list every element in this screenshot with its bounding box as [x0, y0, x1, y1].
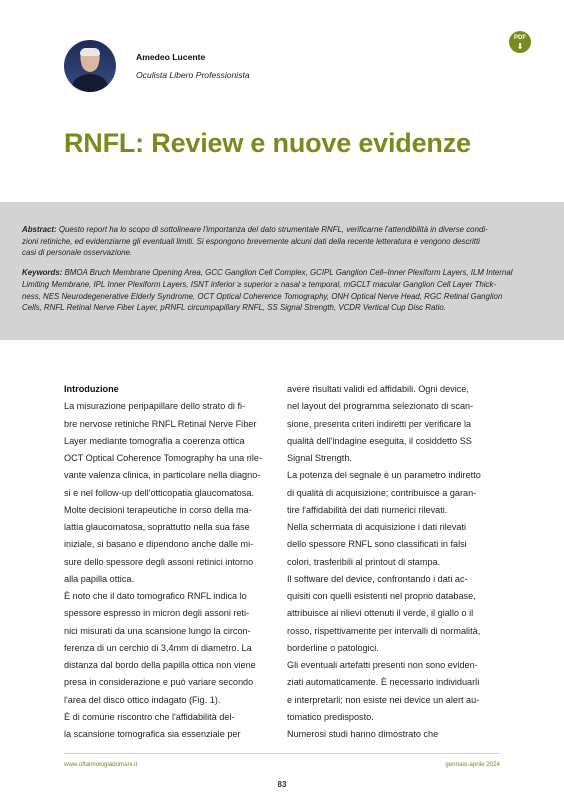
text-line: distanza dal bordo della papilla ottica non viene — [64, 660, 256, 670]
text-line: nel layout del programma selezionato di scan- — [287, 401, 474, 412]
keywords-line: Limiting Membrane, IPL Inner Plexiform Layers, ISNT inferior ≥ superior ≥ nasal ≥ temporal, mGCLT macular Ganglion Cell Layer Thick- — [22, 279, 497, 289]
text-line: Numerosi studi hanno dimostrato che — [287, 729, 439, 739]
page-footer — [64, 753, 500, 768]
abstract-box — [0, 202, 564, 340]
keywords-line: BMOA Bruch Membrane Opening Area, GCC Ganglion Cell Complex, GCIPL Ganglion Cell–Inner Plexiform Layers, ILM Internal — [64, 268, 513, 278]
text-line: ziati automaticamente. È necessario individuarli — [287, 677, 480, 688]
text-line: e interpretarli; non esiste nei device un alert au- — [287, 694, 480, 705]
text-line: vante valenza clinica, in particolare nella diagno- — [64, 470, 261, 481]
footer-issue-date: gennaio-aprile 2024 — [445, 761, 500, 768]
text-line: Molte decisioni terapeutiche in corso della ma- — [64, 504, 252, 515]
footer-site-link[interactable]: www.oftalmologiadomani.it — [64, 761, 138, 768]
text-line: La potenza del segnale è un parametro indiretto — [287, 470, 481, 481]
text-line: Gli eventuali artefatti presenti non sono eviden- — [287, 660, 478, 670]
text-line: Il software del device, confrontando i dati ac- — [287, 573, 468, 584]
keywords-line: Cells, RNFL Retinal Nerve Fiber Layer, pRNFL circumpapillary RNFL, SS Signal Strength, VCDR Vertical Cup Disc Ratio. — [22, 303, 446, 313]
text-line: Nella schermata di acquisizione i dati rilevati — [287, 522, 467, 532]
text-line: presa in considerazione e può variare secondo — [64, 677, 254, 688]
text-line: tomatico predisposto. — [287, 711, 374, 722]
body-column-left — [64, 381, 267, 743]
abstract-line: zioni retiniche, ed evidenziarne gli eventuali limiti. Si espongono brevemente alcuni dati della recente letteratura e vengono descritti — [22, 236, 480, 246]
text-line: di qualità di acquisizione; contribuisce a garan- — [287, 487, 477, 498]
abstract-paragraph — [22, 224, 540, 259]
article-title: RNFL: Review e nuove evidenze — [64, 128, 471, 158]
text-line: alla papilla ottica. — [64, 573, 135, 584]
text-line: La misurazione peripapillare dello strato di fi- — [64, 401, 246, 412]
pdf-download-icon[interactable] — [509, 31, 531, 53]
abstract-line: Questo report ha lo scopo di sottolineare l'importanza del dato strumentale RNFL, verificarne l'attendibilità in diverse condi- — [58, 225, 488, 234]
text-line: ferenza di un cerchio di 3,4mm di diametro. La — [64, 642, 252, 653]
pdf-label: PDF — [514, 35, 526, 41]
author-name: Amedeo Lucente — [136, 52, 206, 62]
text-line: È noto che il dato tomografico RNFL indica lo — [64, 591, 247, 601]
author-avatar — [64, 40, 116, 92]
text-line: la scansione tomografica sia essenziale per — [64, 729, 241, 739]
text-line: sure dello spessore degli assoni retinici intorno — [64, 556, 254, 567]
author-text — [136, 52, 250, 80]
text-line: colori, trasferibili al printout di stampa. — [287, 556, 441, 567]
text-line: qualità dell'indagine eseguita, il cosiddetto SS — [287, 435, 472, 446]
download-arrow-icon: ⬇ — [516, 42, 524, 51]
text-line: È di comune riscontro che l'affidabilità del- — [64, 711, 235, 722]
author-block — [64, 40, 250, 92]
body-left-text — [64, 398, 267, 743]
text-line: si e nel follow-up dell'otticopatia glaucomatosa. — [64, 487, 254, 498]
text-line: Layer mediante tomografia a coerenza ottica — [64, 435, 245, 446]
text-line: sione, presenta criteri indiretti per verificare la — [287, 418, 472, 429]
section-heading-introduzione: Introduzione — [64, 384, 119, 394]
abstract-line: casi di personale osservazione. — [22, 248, 133, 258]
abstract-label: Abstract: — [22, 225, 57, 234]
body-column-right — [287, 381, 497, 743]
text-line: avere risultati validi ed affidabili. Ogni device, — [287, 384, 469, 394]
keywords-paragraph — [22, 267, 540, 314]
keywords-label: Keywords: — [22, 268, 63, 278]
text-line: rosso, rispettivamente per intervalli di normalità, — [287, 625, 481, 636]
text-line: borderline o patologici. — [287, 642, 379, 653]
text-line: dello spessore RNFL sono classificati in falsi — [287, 539, 467, 550]
text-line: lattia glaucomatosa, soprattutto nella sua fase — [64, 522, 250, 532]
text-line: spessore espresso in micron degli assoni reti- — [64, 608, 250, 619]
text-line: OCT Optical Coherence Tomography ha una rile- — [64, 453, 262, 463]
page-number: 83 — [277, 780, 287, 789]
text-line: iniziale, si basano e dipendono anche dalle mi- — [64, 539, 254, 550]
text-line: l'area del disco ottico indagato (Fig. 1). — [64, 694, 221, 705]
text-line: nici misurati da una scansione lungo la circon- — [64, 625, 251, 636]
text-line: quisiti con quelli esistenti nel proprio database, — [287, 591, 476, 601]
author-role: Oculista Libero Professionista — [136, 70, 250, 80]
text-line: bre nervose retiniche RNFL Retinal Nerve Fiber — [64, 418, 257, 429]
text-line: attribuisce ai rilievi ottenuti il verde, il giallo o il — [287, 608, 474, 619]
text-line: Signal Strength. — [287, 453, 352, 463]
keywords-line: ness, NES Neurodegenerative Elderly Syndrome, OCT Optical Coherence Tomography, ONH Optical Nerve Head, RGC Retinal Ganglion — [22, 291, 503, 301]
text-line: tire l'affidabilità dei dati numerici rilevati. — [287, 504, 448, 515]
